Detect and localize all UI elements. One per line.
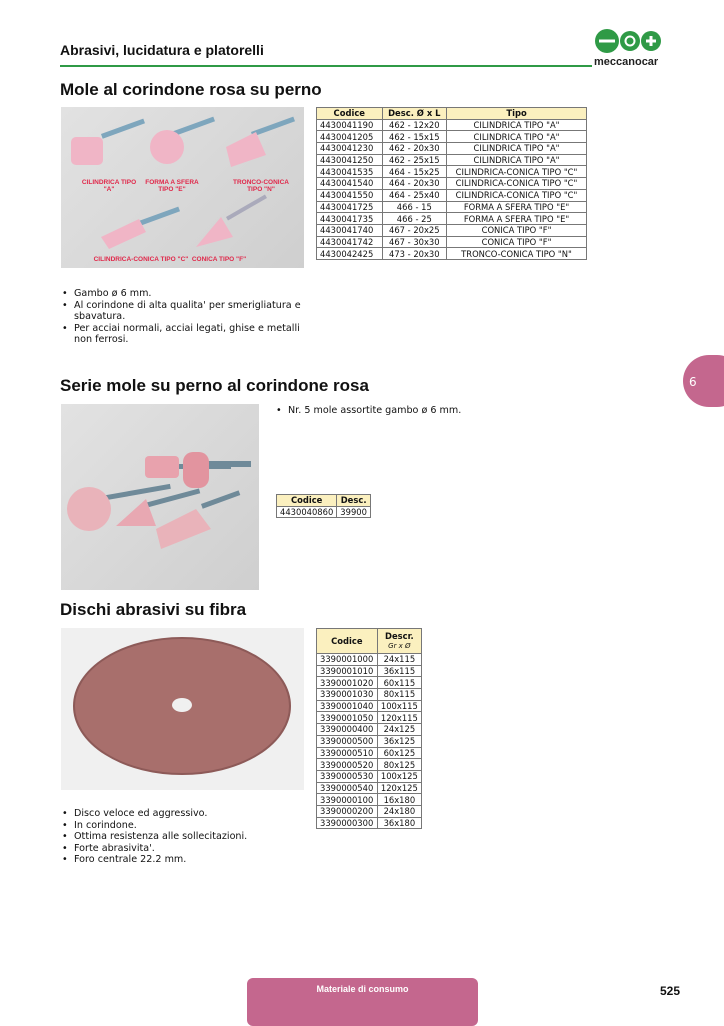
list-item: • Nr. 5 mole assortite gambo ø 6 mm.	[276, 405, 576, 417]
table-cell: 462 - 20x30	[382, 143, 447, 155]
meccanocar-logo	[594, 28, 664, 56]
col-header: Tipo	[447, 108, 587, 120]
section-title: Mole al corindone rosa su perno	[60, 80, 322, 99]
cell-desc: 39900	[337, 506, 371, 518]
header-divider	[60, 65, 592, 67]
table-cell: 467 - 30x30	[382, 236, 447, 248]
image-label: CILINDRICA-CONICA TIPO "C"	[93, 256, 189, 263]
table-cell: 60x125	[377, 747, 421, 759]
feature-list	[276, 405, 576, 417]
table-cell: 3390000520	[317, 759, 378, 771]
table-cell: 473 - 20x30	[382, 248, 447, 260]
table-cell: 466 - 15	[382, 201, 447, 213]
col-header: Codice	[277, 495, 337, 507]
table-cell: 462 - 12x20	[382, 119, 447, 131]
table-cell: 3390000300	[317, 817, 378, 829]
table-cell: CILINDRICA-CONICA TIPO "C"	[447, 166, 587, 178]
product-table-set	[276, 494, 371, 518]
section-title: Dischi abrasivi su fibra	[60, 600, 247, 619]
table-cell: 4430041550	[317, 189, 383, 201]
table-row	[317, 689, 422, 701]
table-cell: FORMA A SFERA TIPO "E"	[447, 213, 587, 225]
section-title: Serie mole su perno al corindone rosa	[60, 376, 369, 395]
table-cell: 3390001050	[317, 712, 378, 724]
table-cell: 100x125	[377, 770, 421, 782]
table-cell: 36x180	[377, 817, 421, 829]
table-row	[317, 166, 587, 178]
brand-name: meccanocar	[594, 56, 659, 68]
table-row	[317, 817, 422, 829]
product-image-mole	[61, 107, 304, 268]
list-item: • Disco veloce ed aggressivo.	[62, 808, 307, 820]
table-cell: 3390001020	[317, 677, 378, 689]
table-cell: 80x125	[377, 759, 421, 771]
col-header: Desc.	[337, 495, 371, 507]
table-cell: 464 - 15x25	[382, 166, 447, 178]
table-cell: 462 - 25x15	[382, 154, 447, 166]
table-cell: 3390001000	[317, 654, 378, 666]
table-cell: 3390000500	[317, 735, 378, 747]
table-row	[317, 224, 587, 236]
table-cell: 120x125	[377, 782, 421, 794]
product-image-set	[61, 404, 259, 590]
table-cell: 462 - 15x15	[382, 131, 447, 143]
table-row	[317, 805, 422, 817]
table-cell: 4430041735	[317, 213, 383, 225]
table-row	[317, 794, 422, 806]
col-header: Desc. Ø x L	[382, 108, 447, 120]
table-cell: CONICA TIPO "F"	[447, 236, 587, 248]
table-row	[317, 236, 587, 248]
table-cell: CILINDRICA TIPO "A"	[447, 154, 587, 166]
footer-category: Materiale di consumo	[247, 978, 478, 1026]
table-cell: 60x115	[377, 677, 421, 689]
list-item: • Al corindone di alta qualita' per smerigliatura e sbavatura.	[62, 300, 307, 323]
cell-code: 4430040860	[277, 506, 337, 518]
product-table-mole	[316, 107, 587, 260]
feature-list	[62, 288, 307, 346]
table-row	[317, 712, 422, 724]
table-cell: 3390000200	[317, 805, 378, 817]
product-table-disc	[316, 628, 422, 829]
table-cell: TRONCO-CONICA TIPO "N"	[447, 248, 587, 260]
table-cell: 467 - 20x25	[382, 224, 447, 236]
table-row	[277, 506, 371, 518]
table-cell: 100x115	[377, 700, 421, 712]
table-row	[317, 735, 422, 747]
table-cell: FORMA A SFERA TIPO "E"	[447, 201, 587, 213]
table-row	[317, 677, 422, 689]
table-cell: 466 - 25	[382, 213, 447, 225]
table-cell: CONICA TIPO "F"	[447, 224, 587, 236]
col-header: Codice	[317, 108, 383, 120]
table-row	[317, 154, 587, 166]
table-row	[317, 759, 422, 771]
table-cell: 4430041742	[317, 236, 383, 248]
table-cell: 4430042425	[317, 248, 383, 260]
table-cell: CILINDRICA-CONICA TIPO "C"	[447, 189, 587, 201]
table-cell: 4430041250	[317, 154, 383, 166]
list-item: • Per acciai normali, acciai legati, ghise e metalli non ferrosi.	[62, 323, 307, 346]
table-row	[317, 665, 422, 677]
col-subheader: Gr x Ø	[388, 641, 411, 650]
table-cell: 464 - 20x30	[382, 178, 447, 190]
table-row	[317, 248, 587, 260]
table-cell: CILINDRICA TIPO "A"	[447, 143, 587, 155]
col-header: Descr.	[385, 630, 414, 641]
table-cell: 3390000540	[317, 782, 378, 794]
image-label: CONICA TIPO "F"	[191, 256, 247, 263]
table-cell: 36x115	[377, 665, 421, 677]
table-cell: 3390000530	[317, 770, 378, 782]
col-header: Codice	[317, 629, 378, 654]
table-cell: 16x180	[377, 794, 421, 806]
page-number: 525	[660, 984, 681, 998]
table-row	[317, 724, 422, 736]
table-cell: 3390001010	[317, 665, 378, 677]
table-cell: 3390000100	[317, 794, 378, 806]
feature-list	[62, 808, 307, 866]
table-cell: 4430041535	[317, 166, 383, 178]
table-row	[317, 213, 587, 225]
table-cell: 4430041740	[317, 224, 383, 236]
table-row	[317, 654, 422, 666]
table-row	[317, 119, 587, 131]
table-cell: CILINDRICA TIPO "A"	[447, 131, 587, 143]
table-row	[317, 782, 422, 794]
table-cell: 36x125	[377, 735, 421, 747]
table-cell: 4430041725	[317, 201, 383, 213]
table-row	[317, 747, 422, 759]
table-row	[317, 131, 587, 143]
product-image-disc	[61, 628, 304, 790]
table-row	[317, 700, 422, 712]
table-cell: 24x115	[377, 654, 421, 666]
list-item: • In corindone.	[62, 820, 307, 832]
table-cell: 4430041230	[317, 143, 383, 155]
table-cell: 464 - 25x40	[382, 189, 447, 201]
image-label: TRONCO-CONICA TIPO "N"	[233, 179, 289, 193]
table-row	[317, 143, 587, 155]
table-row	[317, 189, 587, 201]
table-row	[317, 770, 422, 782]
image-label: CILINDRICA TIPO "A"	[81, 179, 137, 193]
table-cell: 80x115	[377, 689, 421, 701]
list-item: • Gambo ø 6 mm.	[62, 288, 307, 300]
table-cell: 3390000400	[317, 724, 378, 736]
table-cell: 3390000510	[317, 747, 378, 759]
table-row	[317, 201, 587, 213]
image-label: FORMA A SFERA TIPO "E"	[145, 179, 199, 193]
table-cell: 120x115	[377, 712, 421, 724]
table-cell: 4430041540	[317, 178, 383, 190]
table-cell: 4430041190	[317, 119, 383, 131]
list-item: • Ottima resistenza alle sollecitazioni.	[62, 831, 307, 843]
list-item: • Foro centrale 22.2 mm.	[62, 854, 307, 866]
table-cell: CILINDRICA TIPO "A"	[447, 119, 587, 131]
table-cell: 4430041205	[317, 131, 383, 143]
table-cell: 24x125	[377, 724, 421, 736]
table-row	[317, 178, 587, 190]
list-item: • Forte abrasivita'.	[62, 843, 307, 855]
table-cell: 3390001040	[317, 700, 378, 712]
table-cell: CILINDRICA-CONICA TIPO "C"	[447, 178, 587, 190]
table-cell: 3390001030	[317, 689, 378, 701]
table-cell: 24x180	[377, 805, 421, 817]
page-header-title: Abrasivi, lucidatura e platorelli	[60, 42, 264, 58]
section-tab: 6	[683, 355, 724, 407]
